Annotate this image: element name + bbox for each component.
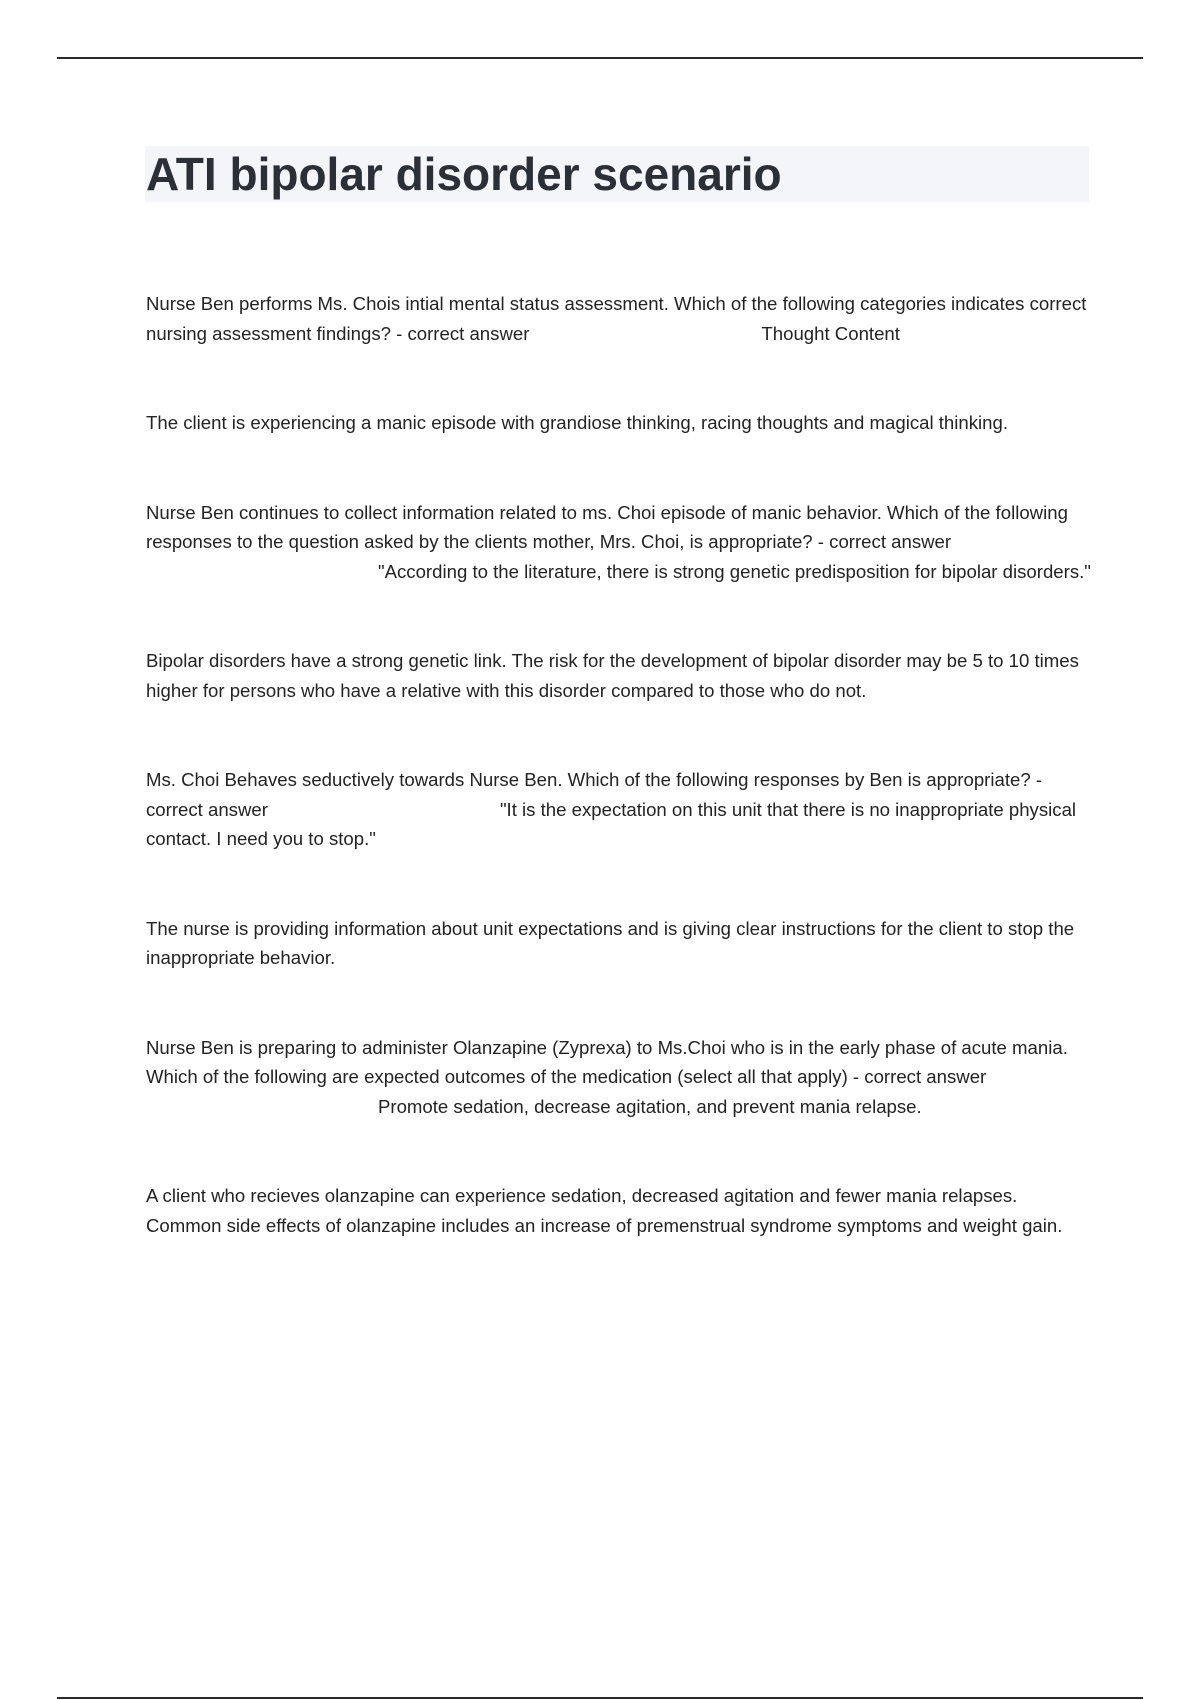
- page-title: ATI bipolar disorder scenario: [146, 148, 782, 200]
- answer-text: "It is the expectation on this unit that there is no inappropriate physical contact. I need you to stop.": [146, 798, 1077, 849]
- answer-text: "According to the literature, there is strong genetic predisposition for bipolar disorders.": [378, 560, 1091, 582]
- document-body: [146, 289, 1091, 1300]
- explanation-paragraph: The nurse is providing information about unit expectations and is giving clear instructions for the client to stop the inappropriate behavior.: [146, 917, 1075, 968]
- question-paragraph: [146, 289, 1091, 348]
- question-text: Nurse Ben continues to collect information related to ms. Choi episode of manic behavior. Which of the following responses to the question asked by the clients mother, Mrs. Choi, is appropriate? - correct answer: [146, 501, 1068, 552]
- question-text: Nurse Ben is preparing to administer Olanzapine (Zyprexa) to Ms.Choi who is in the early phase of acute mania. Which of the following are expected outcomes of the medication (select all that apply) - correct answer: [146, 1036, 1068, 1087]
- question-text: Ms. Choi Behaves seductively towards Nurse Ben. Which of the following responses by Ben is appropriate? - correct answer: [146, 769, 1043, 820]
- explanation-paragraph: Bipolar disorders have a strong genetic link. The risk for the development of bipolar disorder may be 5 to 10 times higher for persons who have a relative with this disorder compared to those who do not.: [146, 650, 1079, 701]
- question-paragraph: [146, 1033, 1091, 1122]
- answer-text: Promote sedation, decrease agitation, and prevent mania relapse.: [378, 1095, 922, 1117]
- question-text: Nurse Ben performs Ms. Chois intial mental status assessment. Which of the following categories indicates correct nursing assessment findings? - correct answer: [146, 293, 1087, 344]
- answer-text: Thought Content: [761, 322, 900, 344]
- top-rule: [57, 57, 1143, 59]
- question-paragraph: [146, 765, 1091, 854]
- question-paragraph: [146, 498, 1091, 587]
- bottom-rule: [57, 1697, 1143, 1699]
- explanation-paragraph: The client is experiencing a manic episode with grandiose thinking, racing thoughts and magical thinking.: [146, 412, 1009, 433]
- explanation-paragraph: A client who recieves olanzapine can experience sedation, decreased agitation and fewer mania relapses. Common side effects of olanzapine includes an increase of premenstrual syndrome symptoms and weight gain.: [146, 1185, 1063, 1236]
